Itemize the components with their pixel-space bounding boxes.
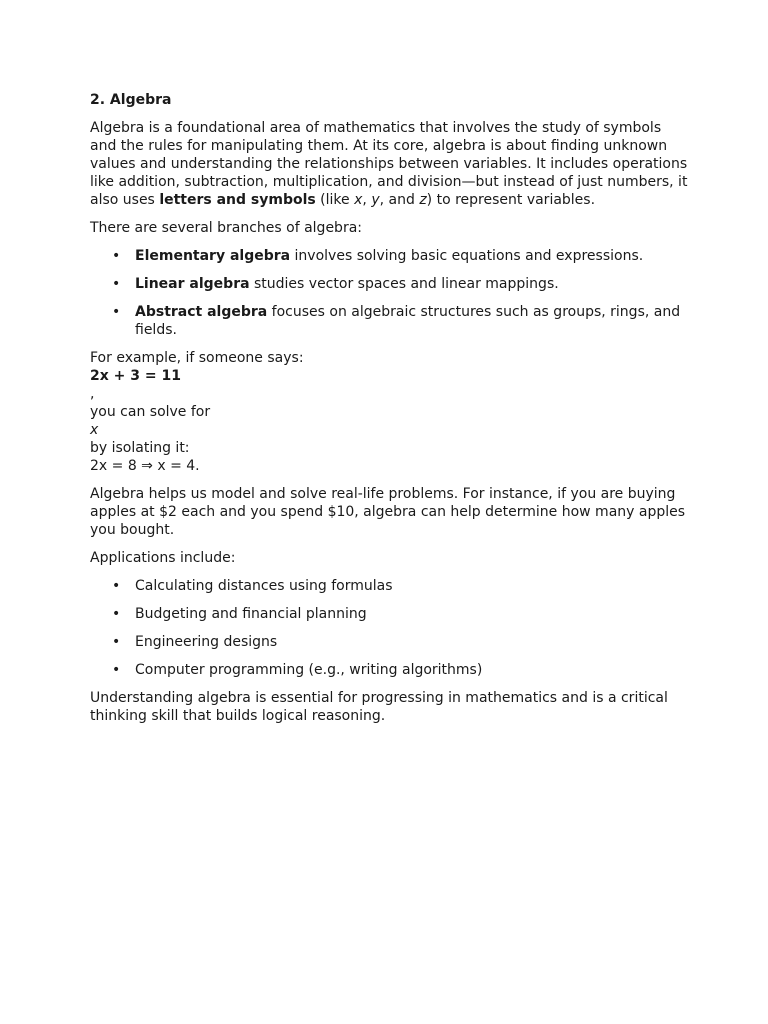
example-line-3-before: you can solve for bbox=[90, 404, 211, 420]
list-item: • Budgeting and financial planning bbox=[135, 605, 690, 623]
branch-desc: studies vector spaces and linear mappings. bbox=[249, 276, 559, 292]
list-item: • Calculating distances using formulas bbox=[135, 577, 690, 595]
intro-tail: ) to represent variables. bbox=[426, 192, 596, 208]
intro-comma: , bbox=[362, 192, 372, 208]
branch-term: Abstract algebra bbox=[135, 304, 268, 320]
applications-list bbox=[90, 577, 690, 679]
branches-list bbox=[90, 247, 690, 339]
section-heading: 2. Algebra bbox=[90, 92, 172, 108]
branch-desc: focuses on algebraic structures such as groups, rings, and fields. bbox=[135, 304, 681, 338]
example-equation-comma: , bbox=[90, 386, 95, 402]
branches-lead: There are several branches of algebra: bbox=[90, 220, 362, 236]
example-line-3-after: by isolating it: bbox=[90, 440, 190, 456]
applications-lead: Applications include: bbox=[90, 550, 236, 566]
reallife-paragraph: Algebra helps us model and solve real-life problems. For instance, if you are buying apples at $2 each and you spend $10, algebra can help determine how many apples you bought. bbox=[90, 486, 686, 538]
example-line-3 bbox=[90, 403, 690, 457]
example-equation: 2x + 3 = 11 bbox=[90, 368, 181, 384]
intro-and: , and bbox=[379, 192, 420, 208]
intro-text: Algebra is a foundational area of mathematics that involves the study of symbols and the rules for manipulating them. At its core, algebra is about finding unknown values and understanding the relationships between variables. It includes operations like addition, subtraction, multiplication, and division—but instead of just numbers, it also uses bbox=[90, 120, 688, 208]
example-block bbox=[90, 349, 690, 475]
intro-like-open: (like bbox=[315, 192, 355, 208]
variable-y: y bbox=[371, 192, 380, 208]
example-line-1: For example, if someone says: bbox=[90, 350, 304, 366]
branch-term: Elementary algebra bbox=[135, 248, 291, 264]
list-item: • Computer programming (e.g., writing algorithms) bbox=[135, 661, 690, 679]
list-item: • Engineering designs bbox=[135, 633, 690, 651]
intro-bold-text: letters and symbols bbox=[159, 192, 316, 208]
example-line-2 bbox=[90, 367, 690, 403]
example-variable-x: x bbox=[90, 422, 99, 438]
list-item bbox=[135, 303, 690, 339]
list-item bbox=[135, 275, 690, 293]
branch-desc: involves solving basic equations and expressions. bbox=[290, 248, 644, 264]
list-item bbox=[135, 247, 690, 265]
variable-z: z bbox=[419, 192, 427, 208]
variable-x: x bbox=[354, 192, 363, 208]
document-page bbox=[90, 91, 690, 735]
intro-paragraph bbox=[90, 119, 690, 209]
example-line-4: 2x = 8 ⇒ x = 4. bbox=[90, 458, 200, 474]
conclusion-paragraph: Understanding algebra is essential for progressing in mathematics and is a critical thinking skill that builds logical reasoning. bbox=[90, 690, 668, 724]
branch-term: Linear algebra bbox=[135, 276, 250, 292]
